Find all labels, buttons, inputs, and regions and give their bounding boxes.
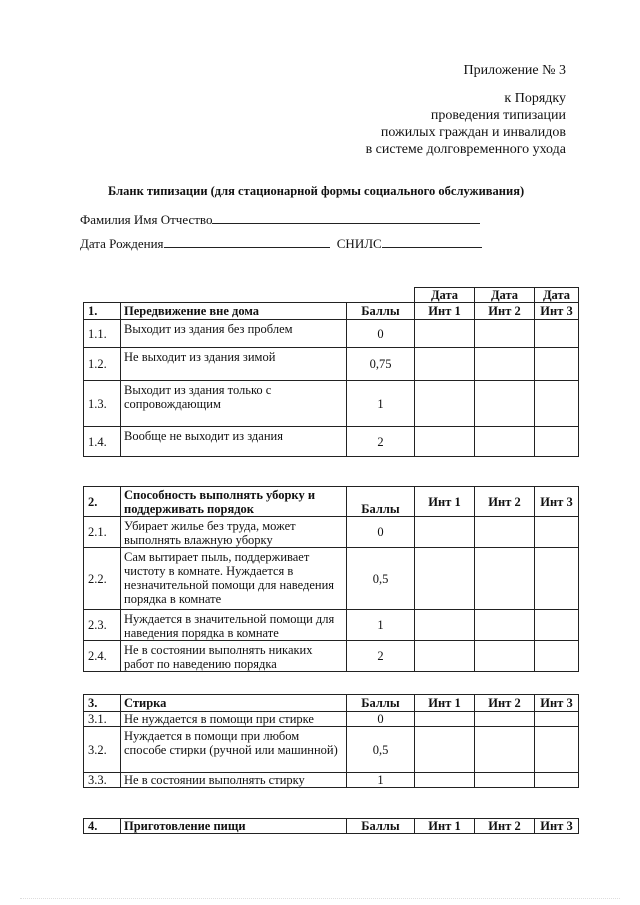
int3-cell[interactable]: [535, 610, 579, 641]
fio-label: Фамилия Имя Отчество: [80, 212, 213, 227]
table-row: [84, 712, 579, 727]
int2-cell[interactable]: [475, 773, 535, 788]
score-header: Баллы: [347, 487, 415, 517]
int1-header: Инт 1: [415, 487, 475, 517]
int2-header: Инт 2: [475, 695, 535, 712]
row-number: 3.3.: [84, 773, 121, 788]
row-description: Убирает жилье без труда, может выполнять влажную уборку: [121, 517, 347, 548]
row-score: 2: [347, 641, 415, 672]
int2-cell[interactable]: [475, 517, 535, 548]
row-number: 2.2.: [84, 548, 121, 610]
int2-cell[interactable]: [475, 427, 535, 457]
section-2-table: [83, 486, 579, 672]
row-description: Выходит из здания только с сопровождающим: [121, 381, 347, 427]
int1-header: Инт 1: [415, 819, 475, 834]
scan-artifact-line: [20, 898, 620, 899]
snils-label: СНИЛС: [336, 236, 382, 251]
int2-header: Инт 2: [475, 487, 535, 517]
score-header: Баллы: [347, 303, 415, 320]
table-row: [84, 381, 579, 427]
table-row: [84, 773, 579, 788]
int2-cell[interactable]: [475, 712, 535, 727]
int3-header: Инт 3: [535, 695, 579, 712]
int3-header: Инт 3: [535, 487, 579, 517]
row-description: Нуждается в помощи при любом способе стирки (ручной или машинной): [121, 727, 347, 773]
fio-field[interactable]: [80, 211, 480, 228]
int1-cell[interactable]: [415, 712, 475, 727]
appendix-subtitle: [366, 90, 566, 158]
section-number: 2.: [84, 487, 121, 517]
int1-header: Инт 1: [415, 303, 475, 320]
row-score: 0: [347, 320, 415, 348]
int3-cell[interactable]: [535, 548, 579, 610]
date-header: Дата: [475, 288, 535, 303]
row-number: 1.4.: [84, 427, 121, 457]
row-number: 1.2.: [84, 348, 121, 381]
section-3-table: [83, 694, 579, 788]
int1-cell[interactable]: [415, 727, 475, 773]
int1-cell[interactable]: [415, 548, 475, 610]
row-description: Не в состоянии выполнять стирку: [121, 773, 347, 788]
section-title: Способность выполнять уборку и поддерживать порядок: [121, 487, 347, 517]
int2-header: Инт 2: [475, 819, 535, 834]
row-score: 1: [347, 381, 415, 427]
int1-cell[interactable]: [415, 517, 475, 548]
section-title: Стирка: [121, 695, 347, 712]
section-title: Приготовление пищи: [121, 819, 347, 834]
table-row: [84, 320, 579, 348]
section-header-row: [84, 695, 579, 712]
int2-cell[interactable]: [475, 641, 535, 672]
int2-header: Инт 2: [475, 303, 535, 320]
row-number: 2.3.: [84, 610, 121, 641]
section-4-table: [83, 818, 579, 834]
row-description: Сам вытирает пыль, поддерживает чистоту в комнате. Нуждается в незначительной помощи для наведения порядка в комнате: [121, 548, 347, 610]
int2-cell[interactable]: [475, 381, 535, 427]
section-title: Передвижение вне дома: [121, 303, 347, 320]
table-row: [84, 548, 579, 610]
date-header: Дата: [415, 288, 475, 303]
int3-cell[interactable]: [535, 320, 579, 348]
int3-header: Инт 3: [535, 819, 579, 834]
form-title: Бланк типизации (для стационарной формы социального обслуживания): [108, 184, 525, 198]
table-row: [84, 427, 579, 457]
int2-cell[interactable]: [475, 727, 535, 773]
row-score: 1: [347, 610, 415, 641]
table-row: [84, 348, 579, 381]
int3-cell[interactable]: [535, 517, 579, 548]
int3-cell[interactable]: [535, 727, 579, 773]
row-description: Не нуждается в помощи при стирке: [121, 712, 347, 727]
int1-cell[interactable]: [415, 641, 475, 672]
row-score: 1: [347, 773, 415, 788]
section-number: 1.: [84, 303, 121, 320]
appendix-line: проведения типизации: [430, 108, 566, 123]
section-header-row: [84, 819, 579, 834]
int3-cell[interactable]: [535, 348, 579, 381]
int3-cell[interactable]: [535, 712, 579, 727]
table-row: [84, 727, 579, 773]
row-score: 0,5: [347, 548, 415, 610]
int1-cell[interactable]: [415, 773, 475, 788]
row-number: 1.3.: [84, 381, 121, 427]
int1-cell[interactable]: [415, 427, 475, 457]
row-score: 0,75: [347, 348, 415, 381]
row-description: Нуждается в значительной помощи для наведения порядка в комнате: [121, 610, 347, 641]
section-number: 3.: [84, 695, 121, 712]
row-description: Не в состоянии выполнять никаких работ по наведению порядка: [121, 641, 347, 672]
row-description: Вообще не выходит из здания: [121, 427, 347, 457]
appendix-line: к Порядку: [504, 91, 566, 106]
int1-header: Инт 1: [415, 695, 475, 712]
row-number: 2.1.: [84, 517, 121, 548]
row-score: 2: [347, 427, 415, 457]
section-1-table: [83, 287, 579, 457]
int2-cell[interactable]: [475, 320, 535, 348]
snils-input-line[interactable]: [382, 235, 482, 248]
row-number: 3.2.: [84, 727, 121, 773]
row-score: 0: [347, 712, 415, 727]
int3-cell[interactable]: [535, 773, 579, 788]
int2-cell[interactable]: [475, 610, 535, 641]
table-row: [84, 641, 579, 672]
date-header: Дата: [535, 288, 579, 303]
int1-cell[interactable]: [415, 610, 475, 641]
row-score: 0,5: [347, 727, 415, 773]
int1-cell[interactable]: [415, 381, 475, 427]
int2-cell[interactable]: [475, 348, 535, 381]
row-number: 3.1.: [84, 712, 121, 727]
appendix-title: Приложение № 3: [463, 63, 566, 78]
int3-cell[interactable]: [535, 641, 579, 672]
score-header: Баллы: [347, 695, 415, 712]
section-number: 4.: [84, 819, 121, 834]
int3-cell[interactable]: [535, 427, 579, 457]
row-description: Выходит из здания без проблем: [121, 320, 347, 348]
int3-header: Инт 3: [535, 303, 579, 320]
appendix-line: в системе долговременного ухода: [365, 142, 566, 157]
appendix-line: пожилых граждан и инвалидов: [380, 125, 566, 140]
table-row: [84, 610, 579, 641]
dob-field[interactable]: [80, 235, 482, 252]
score-header: Баллы: [347, 819, 415, 834]
dob-label: Дата Рождения: [80, 236, 164, 251]
row-number: 2.4.: [84, 641, 121, 672]
section-header-row: [84, 303, 579, 320]
row-description: Не выходит из здания зимой: [121, 348, 347, 381]
int3-cell[interactable]: [535, 381, 579, 427]
int1-cell[interactable]: [415, 320, 475, 348]
int1-cell[interactable]: [415, 348, 475, 381]
row-number: 1.1.: [84, 320, 121, 348]
dob-input-line[interactable]: [164, 235, 330, 248]
fio-input-line[interactable]: [212, 211, 480, 224]
int2-cell[interactable]: [475, 548, 535, 610]
section-header-row: [84, 487, 579, 517]
table-row: [84, 517, 579, 548]
row-score: 0: [347, 517, 415, 548]
